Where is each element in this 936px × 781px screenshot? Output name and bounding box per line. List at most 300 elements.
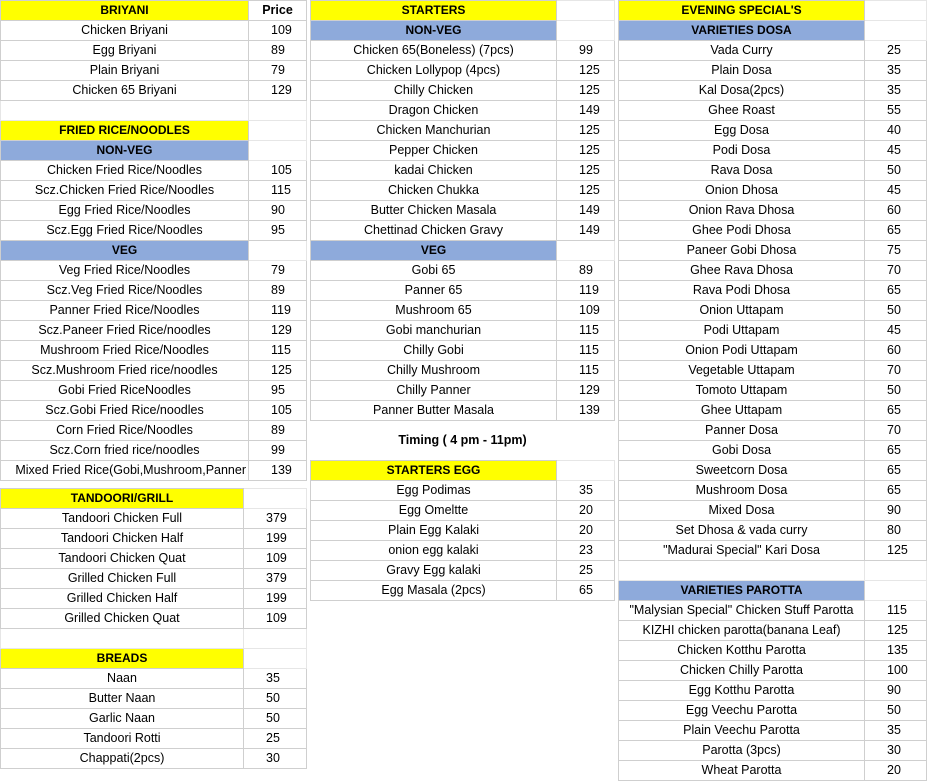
menu-item-price: 139 (557, 401, 615, 421)
menu-item-name: Ghee Roast (619, 101, 865, 121)
section-header-row (311, 21, 615, 41)
menu-item-name: Butter Naan (1, 689, 244, 709)
menu-item-price: 70 (865, 261, 927, 281)
menu-item-row (1, 709, 307, 729)
menu-item-row (619, 601, 927, 621)
menu-item-price: 89 (249, 421, 307, 441)
menu-item-name: Mushroom 65 (311, 301, 557, 321)
section-header: VARIETIES DOSA (619, 21, 865, 41)
blank-cell (249, 141, 307, 161)
section-header: FRIED RICE/NOODLES (1, 121, 249, 141)
menu-item-price: 119 (249, 301, 307, 321)
section-header: STARTERS EGG (311, 461, 557, 481)
menu-item-name: Corn Fried Rice/Noodles (1, 421, 249, 441)
menu-item-name: Onion Uttapam (619, 301, 865, 321)
menu-item-price: 25 (244, 729, 307, 749)
menu-item-price: 125 (557, 141, 615, 161)
menu-item-name: Mushroom Dosa (619, 481, 865, 501)
menu-item-price: 90 (249, 201, 307, 221)
section-header: TANDOORI/GRILL (1, 489, 244, 509)
menu-item-name: Gobi manchurian (311, 321, 557, 341)
menu-item-name: Chicken 65(Boneless) (7pcs) (311, 41, 557, 61)
blank-cell (557, 1, 615, 21)
menu-item-price: 125 (557, 81, 615, 101)
section-header: BREADS (1, 649, 244, 669)
menu-item-price: 89 (249, 41, 307, 61)
menu-item-name: Podi Dosa (619, 141, 865, 161)
menu-item-price: 119 (557, 281, 615, 301)
menu-item-price: 99 (249, 441, 307, 461)
menu-item-name: Onion Rava Dhosa (619, 201, 865, 221)
menu-item-row (311, 581, 615, 601)
timing-note: Timing ( 4 pm - 11pm) (398, 433, 527, 447)
blank-cell (1, 629, 244, 649)
blank-cell (1, 101, 249, 121)
menu-item-row (1, 669, 307, 689)
blank-cell (557, 21, 615, 41)
menu-item-price: 35 (557, 481, 615, 501)
menu-item-price: 65 (865, 281, 927, 301)
menu-item-price: 40 (865, 121, 927, 141)
menu-item-name: Vada Curry (619, 41, 865, 61)
menu-item-row (619, 481, 927, 501)
menu-item-row (1, 749, 307, 769)
menu-item-name: Chilly Mushroom (311, 361, 557, 381)
menu-item-name: Scz.Paneer Fried Rice/noodles (1, 321, 249, 341)
menu-item-row (1, 461, 307, 481)
menu-item-price: 105 (249, 401, 307, 421)
menu-item-name: Sweetcorn Dosa (619, 461, 865, 481)
menu-item-row (1, 361, 307, 381)
timing-row (311, 421, 615, 461)
menu-item-row (619, 81, 927, 101)
menu-item-price: 115 (557, 341, 615, 361)
menu-item-price: 379 (244, 569, 307, 589)
section-header: STARTERS (311, 1, 557, 21)
menu-item-price: 50 (244, 689, 307, 709)
menu-item-row (1, 529, 307, 549)
menu-item-name: Grilled Chicken Quat (1, 609, 244, 629)
section-header-row (1, 1, 307, 21)
section-header: NON-VEG (1, 141, 249, 161)
starters-column (310, 0, 615, 601)
menu-item-row (619, 281, 927, 301)
menu-item-row (619, 161, 927, 181)
menu-item-name: kadai Chicken (311, 161, 557, 181)
menu-item-name: Parotta (3pcs) (619, 741, 865, 761)
menu-item-name: KIZHI chicken parotta(banana Leaf) (619, 621, 865, 641)
menu-item-name: Veg Fried Rice/Noodles (1, 261, 249, 281)
menu-item-price: 65 (557, 581, 615, 601)
menu-item-price: 50 (865, 301, 927, 321)
section-header-row (1, 121, 307, 141)
menu-item-price: 109 (244, 609, 307, 629)
menu-item-price: 125 (249, 361, 307, 381)
blank-cell (244, 629, 307, 649)
menu-item-name: Ghee Podi Dhosa (619, 221, 865, 241)
menu-item-name: onion egg kalaki (311, 541, 557, 561)
menu-item-row (1, 609, 307, 629)
menu-item-row (311, 61, 615, 81)
menu-item-name: Panner Butter Masala (311, 401, 557, 421)
menu-item-price: 149 (557, 101, 615, 121)
menu-item-price: 25 (557, 561, 615, 581)
menu-item-price: 95 (249, 381, 307, 401)
menu-item-name: Chilly Chicken (311, 81, 557, 101)
menu-item-row (1, 221, 307, 241)
menu-item-row (311, 361, 615, 381)
menu-item-name: Chilly Panner (311, 381, 557, 401)
tandoori-breads-column (0, 488, 307, 769)
menu-item-name: Set Dhosa & vada curry (619, 521, 865, 541)
menu-item-row (1, 689, 307, 709)
menu-item-price: 99 (557, 41, 615, 61)
menu-item-row (1, 281, 307, 301)
menu-item-row (311, 301, 615, 321)
menu-item-price: 20 (865, 761, 927, 781)
menu-item-row (619, 461, 927, 481)
menu-item-name: Scz.Mushroom Fried rice/noodles (1, 361, 249, 381)
menu-item-price: 45 (865, 141, 927, 161)
menu-item-row (1, 589, 307, 609)
menu-item-row (311, 321, 615, 341)
menu-item-price: 129 (249, 81, 307, 101)
menu-item-name: Chicken Chilly Parotta (619, 661, 865, 681)
menu-item-row (619, 101, 927, 121)
menu-item-price: 125 (557, 161, 615, 181)
section-header: VEG (311, 241, 557, 261)
menu-item-name: Gobi Dosa (619, 441, 865, 461)
menu-item-name: Egg Podimas (311, 481, 557, 501)
menu-item-name: Chicken Kotthu Parotta (619, 641, 865, 661)
menu-item-row (311, 261, 615, 281)
menu-item-row (1, 421, 307, 441)
menu-item-price: 115 (557, 321, 615, 341)
menu-item-price: 65 (865, 221, 927, 241)
menu-table-middle (310, 0, 615, 601)
blank-cell (865, 1, 927, 21)
menu-item-price: 125 (557, 181, 615, 201)
menu-item-price: 45 (865, 321, 927, 341)
menu-table-left-bottom (0, 488, 307, 769)
menu-item-name: Gobi 65 (311, 261, 557, 281)
section-header-row (619, 581, 927, 601)
section-header-row (1, 649, 307, 669)
menu-item-row (619, 721, 927, 741)
menu-item-name: Egg Fried Rice/Noodles (1, 201, 249, 221)
menu-item-price: 80 (865, 521, 927, 541)
menu-item-price: 100 (865, 661, 927, 681)
menu-item-row (311, 101, 615, 121)
menu-item-name: Gobi Fried RiceNoodles (1, 381, 249, 401)
menu-item-price: 35 (244, 669, 307, 689)
menu-item-price: 65 (865, 461, 927, 481)
menu-item-row (619, 61, 927, 81)
menu-item-name: Chappati(2pcs) (1, 749, 244, 769)
menu-item-row (619, 401, 927, 421)
menu-item-name: Panner 65 (311, 281, 557, 301)
menu-item-row (1, 181, 307, 201)
menu-item-row (1, 729, 307, 749)
menu-item-price: 50 (865, 161, 927, 181)
menu-item-name: Egg Briyani (1, 41, 249, 61)
menu-item-row (311, 501, 615, 521)
menu-item-name: Egg Omeltte (311, 501, 557, 521)
menu-item-price: 20 (557, 521, 615, 541)
menu-item-name: Plain Veechu Parotta (619, 721, 865, 741)
menu-item-price: 199 (244, 589, 307, 609)
menu-table-left (0, 0, 307, 481)
menu-item-row (1, 81, 307, 101)
menu-item-row (311, 121, 615, 141)
menu-item-price: 115 (249, 341, 307, 361)
menu-item-name: Chicken Fried Rice/Noodles (1, 161, 249, 181)
menu-item-price: 30 (244, 749, 307, 769)
blank-cell (865, 21, 927, 41)
spacer-row (619, 561, 927, 581)
menu-item-row (619, 641, 927, 661)
section-header: BRIYANI (1, 1, 249, 21)
menu-item-row (619, 421, 927, 441)
menu-item-row (311, 381, 615, 401)
spacer-row (1, 101, 307, 121)
menu-item-row (1, 21, 307, 41)
menu-item-name: Scz.Chicken Fried Rice/Noodles (1, 181, 249, 201)
menu-item-row (311, 221, 615, 241)
menu-item-name: Paneer Gobi Dhosa (619, 241, 865, 261)
section-header-row (1, 141, 307, 161)
briyani-friedrice-column (0, 0, 307, 481)
menu-item-row (1, 301, 307, 321)
menu-item-price: 149 (557, 201, 615, 221)
menu-item-price: 35 (865, 81, 927, 101)
menu-item-name: Egg Veechu Parotta (619, 701, 865, 721)
menu-item-price: 125 (557, 121, 615, 141)
menu-item-row (311, 541, 615, 561)
menu-item-name: Chettinad Chicken Gravy (311, 221, 557, 241)
menu-item-price: 115 (249, 181, 307, 201)
menu-item-name: Chilly Gobi (311, 341, 557, 361)
menu-item-name: Chicken Lollypop (4pcs) (311, 61, 557, 81)
menu-item-name: Rava Podi Dhosa (619, 281, 865, 301)
menu-item-price: 90 (865, 681, 927, 701)
menu-item-price: 109 (249, 21, 307, 41)
menu-item-name: "Malysian Special" Chicken Stuff Parotta (619, 601, 865, 621)
menu-item-name: Tandoori Chicken Full (1, 509, 244, 529)
menu-item-price: 89 (249, 281, 307, 301)
menu-item-row (619, 761, 927, 781)
section-header-row (1, 489, 307, 509)
menu-item-name: Mixed Dosa (619, 501, 865, 521)
menu-item-price: 25 (865, 41, 927, 61)
menu-item-price: 90 (865, 501, 927, 521)
menu-item-name: Egg Kotthu Parotta (619, 681, 865, 701)
menu-item-price: 75 (865, 241, 927, 261)
menu-item-price: 55 (865, 101, 927, 121)
menu-item-price: 50 (244, 709, 307, 729)
menu-item-price: 50 (865, 381, 927, 401)
menu-item-name: Tandoori Chicken Half (1, 529, 244, 549)
menu-item-row (1, 201, 307, 221)
menu-item-name: Panner Fried Rice/Noodles (1, 301, 249, 321)
menu-item-price: 125 (865, 621, 927, 641)
menu-item-row (619, 141, 927, 161)
menu-item-price: 70 (865, 421, 927, 441)
menu-item-name: Panner Dosa (619, 421, 865, 441)
menu-item-name: Butter Chicken Masala (311, 201, 557, 221)
menu-item-price: 125 (865, 541, 927, 561)
blank-cell (244, 649, 307, 669)
menu-item-price: 20 (557, 501, 615, 521)
menu-item-name: Onion Dhosa (619, 181, 865, 201)
menu-item-row (311, 181, 615, 201)
menu-item-row (1, 509, 307, 529)
menu-table-right (618, 0, 927, 781)
menu-item-name: Kal Dosa(2pcs) (619, 81, 865, 101)
menu-item-row (311, 141, 615, 161)
menu-item-name: Chicken Manchurian (311, 121, 557, 141)
price-column-header: Price (249, 1, 307, 21)
menu-item-price: 379 (244, 509, 307, 529)
blank-cell (249, 121, 307, 141)
menu-item-price: 35 (865, 721, 927, 741)
menu-item-row (311, 81, 615, 101)
menu-item-row (311, 521, 615, 541)
menu-item-row (311, 561, 615, 581)
menu-item-name: Plain Briyani (1, 61, 249, 81)
menu-item-row (619, 221, 927, 241)
spacer-row (1, 629, 307, 649)
menu-item-name: Egg Dosa (619, 121, 865, 141)
menu-item-price: 35 (865, 61, 927, 81)
menu-item-row (619, 381, 927, 401)
blank-cell (557, 241, 615, 261)
section-header-row (619, 21, 927, 41)
menu-item-price: 79 (249, 261, 307, 281)
menu-item-row (619, 701, 927, 721)
menu-item-row (1, 569, 307, 589)
menu-item-row (619, 201, 927, 221)
menu-item-price: 60 (865, 341, 927, 361)
menu-item-name: Rava Dosa (619, 161, 865, 181)
menu-item-row (619, 541, 927, 561)
menu-item-price: 60 (865, 201, 927, 221)
section-header-row (311, 1, 615, 21)
menu-item-row (1, 321, 307, 341)
menu-item-name: Garlic Naan (1, 709, 244, 729)
menu-item-row (619, 181, 927, 201)
menu-item-row (1, 161, 307, 181)
blank-cell (865, 561, 927, 581)
menu-item-price: 50 (865, 701, 927, 721)
menu-item-row (619, 301, 927, 321)
section-header-row (1, 241, 307, 261)
menu-item-row (1, 549, 307, 569)
menu-item-name: Scz.Veg Fried Rice/Noodles (1, 281, 249, 301)
menu-item-row (1, 41, 307, 61)
menu-item-row (619, 661, 927, 681)
menu-item-row (311, 41, 615, 61)
menu-item-row (619, 121, 927, 141)
menu-item-row (311, 201, 615, 221)
menu-item-row (619, 361, 927, 381)
menu-item-price: 23 (557, 541, 615, 561)
menu-item-row (619, 321, 927, 341)
section-header: EVENING SPECIAL'S (619, 1, 865, 21)
menu-item-name: Plain Egg Kalaki (311, 521, 557, 541)
menu-item-row (619, 241, 927, 261)
menu-item-price: 70 (865, 361, 927, 381)
menu-item-price: 109 (244, 549, 307, 569)
menu-item-price: 199 (244, 529, 307, 549)
menu-item-price: 95 (249, 221, 307, 241)
menu-item-price: 125 (557, 61, 615, 81)
menu-item-name: Chicken 65 Briyani (1, 81, 249, 101)
blank-cell (249, 241, 307, 261)
blank-cell (557, 461, 615, 481)
menu-item-name: Mixed Fried Rice(Gobi,Mushroom,Panner (1, 461, 249, 481)
menu-item-price: 129 (249, 321, 307, 341)
menu-item-price: 139 (249, 461, 307, 481)
menu-item-price: 30 (865, 741, 927, 761)
evening-specials-column (618, 0, 927, 781)
menu-item-row (311, 401, 615, 421)
section-header: VARIETIES PAROTTA (619, 581, 865, 601)
menu-item-name: Tandoori Chicken Quat (1, 549, 244, 569)
menu-item-price: 65 (865, 441, 927, 461)
menu-item-price: 65 (865, 401, 927, 421)
menu-item-row (619, 681, 927, 701)
menu-item-row (1, 401, 307, 421)
menu-item-price: 105 (249, 161, 307, 181)
menu-item-row (619, 621, 927, 641)
menu-item-name: Podi Uttapam (619, 321, 865, 341)
menu-item-price: 79 (249, 61, 307, 81)
menu-item-name: Mushroom Fried Rice/Noodles (1, 341, 249, 361)
menu-item-row (1, 261, 307, 281)
menu-item-row (311, 161, 615, 181)
menu-item-name: Tomoto Uttapam (619, 381, 865, 401)
menu-item-name: Chicken Briyani (1, 21, 249, 41)
menu-item-name: Wheat Parotta (619, 761, 865, 781)
menu-item-name: "Madurai Special" Kari Dosa (619, 541, 865, 561)
menu-item-price: 149 (557, 221, 615, 241)
menu-item-row (619, 441, 927, 461)
menu-item-name: Pepper Chicken (311, 141, 557, 161)
menu-item-price: 115 (557, 361, 615, 381)
blank-cell (244, 489, 307, 509)
menu-item-row (619, 341, 927, 361)
menu-item-row (619, 41, 927, 61)
menu-item-price: 45 (865, 181, 927, 201)
menu-item-name: Onion Podi Uttapam (619, 341, 865, 361)
menu-item-row (619, 501, 927, 521)
menu-item-name: Naan (1, 669, 244, 689)
menu-item-name: Egg Masala (2pcs) (311, 581, 557, 601)
menu-item-row (311, 281, 615, 301)
menu-item-row (619, 741, 927, 761)
section-header: NON-VEG (311, 21, 557, 41)
menu-item-name: Grilled Chicken Full (1, 569, 244, 589)
menu-item-row (619, 261, 927, 281)
menu-item-price: 65 (865, 481, 927, 501)
menu-item-row (311, 341, 615, 361)
menu-item-row (1, 381, 307, 401)
menu-item-name: Scz.Gobi Fried Rice/noodles (1, 401, 249, 421)
section-header-row (311, 241, 615, 261)
menu-item-name: Ghee Uttapam (619, 401, 865, 421)
menu-item-name: Tandoori Rotti (1, 729, 244, 749)
